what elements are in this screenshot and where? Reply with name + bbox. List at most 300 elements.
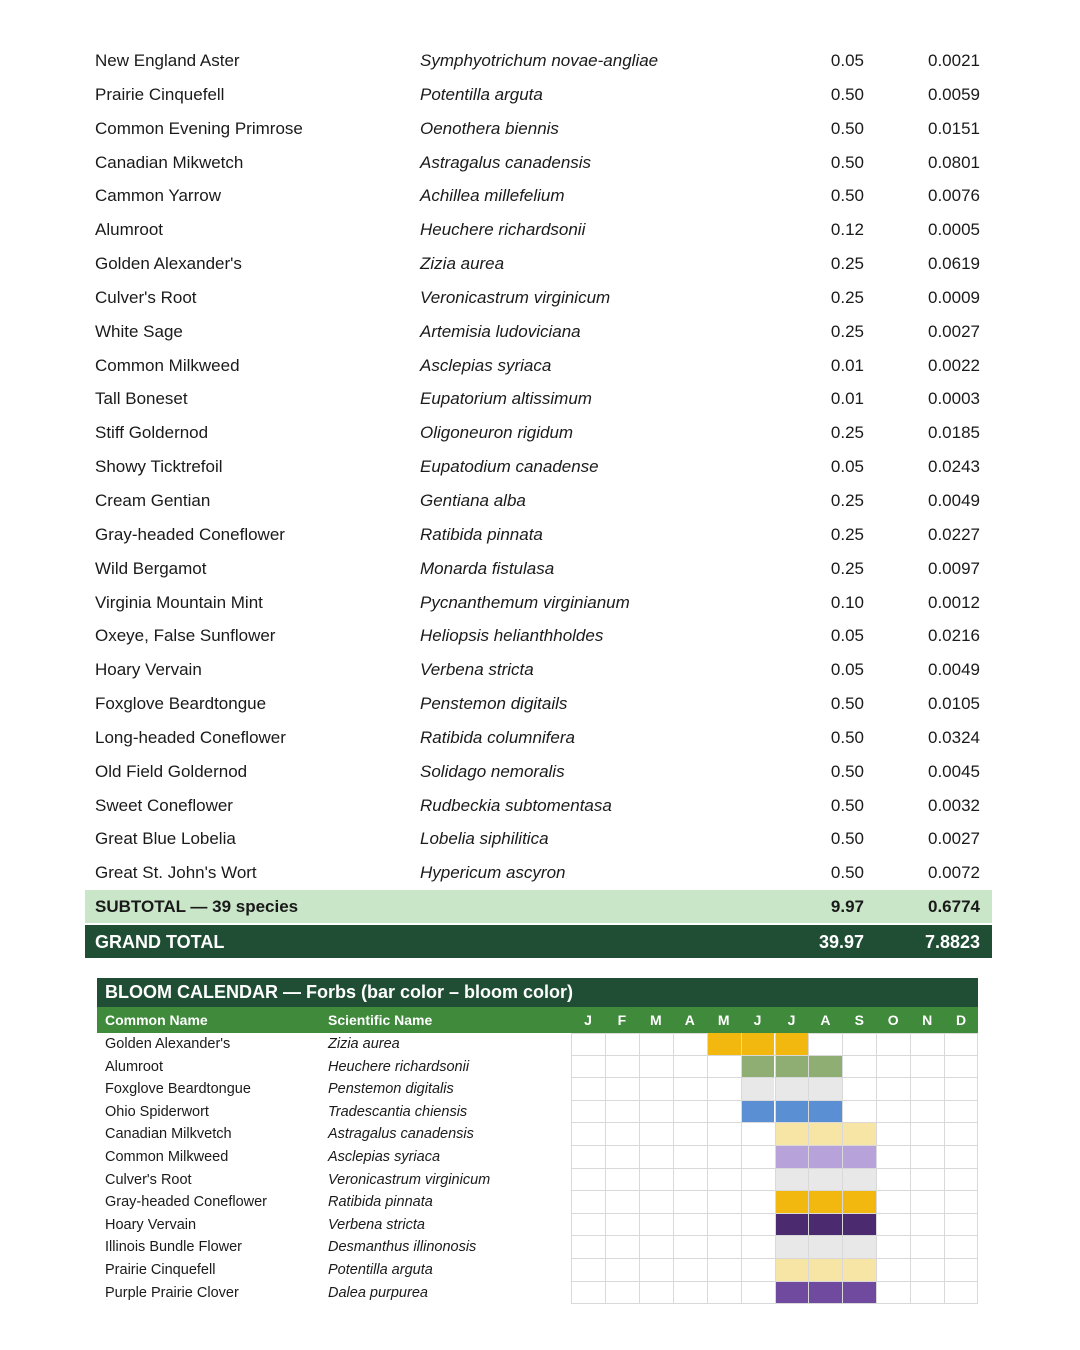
empty-month-cell (741, 1236, 775, 1258)
month-grid (571, 1214, 978, 1237)
common-name: Common Milkweed (105, 1148, 229, 1165)
calendar-row (97, 1078, 978, 1101)
subtotal-label: SUBTOTAL — 39 species (95, 897, 299, 916)
scientific-name: Heuchere richardsonii (328, 1058, 470, 1075)
scientific-name: Verbena stricta (420, 660, 534, 680)
empty-month-cell (571, 1259, 605, 1281)
rate-value: 0.50 (830, 694, 864, 714)
month-grid (571, 1123, 978, 1146)
table-row (85, 112, 992, 146)
empty-month-cell (571, 1282, 605, 1304)
per-unit-value: 0.0049 (928, 490, 980, 510)
empty-month-cell (571, 1146, 605, 1168)
per-unit-value: 0.0005 (928, 220, 980, 240)
empty-month-cell (639, 1123, 673, 1145)
month-label: D (956, 1012, 967, 1028)
common-name: Gray-headed Coneflower (95, 524, 285, 544)
empty-month-cell (944, 1078, 978, 1100)
empty-month-cell (944, 1033, 978, 1055)
common-name: Canadian Mikwetch (95, 152, 244, 172)
calendar-row (97, 1056, 978, 1079)
empty-month-cell (639, 1214, 673, 1236)
bloom-bar-cell (775, 1033, 809, 1055)
empty-month-cell (673, 1146, 707, 1168)
bloom-bar-cell (775, 1056, 809, 1078)
empty-month-cell (741, 1191, 775, 1213)
calendar-row (97, 1191, 978, 1214)
empty-month-cell (944, 1214, 978, 1236)
calendar-row (97, 1146, 978, 1169)
scientific-name: Penstemon digitalis (328, 1081, 454, 1098)
rate-value: 0.50 (830, 795, 864, 815)
table-row (85, 687, 992, 721)
rate-value: 0.01 (830, 389, 864, 409)
rate-value: 0.50 (830, 118, 864, 138)
empty-month-cell (944, 1259, 978, 1281)
empty-month-cell (944, 1101, 978, 1123)
empty-month-cell (605, 1078, 639, 1100)
common-name: Alumroot (95, 220, 164, 240)
common-name: Common Evening Primrose (95, 118, 303, 138)
empty-month-cell (876, 1191, 910, 1213)
empty-month-cell (910, 1123, 944, 1145)
table-row (85, 484, 992, 518)
empty-month-cell (707, 1056, 741, 1078)
empty-month-cell (673, 1191, 707, 1213)
scientific-name: Potentilla arguta (420, 84, 543, 104)
common-name: Hoary Vervain (95, 660, 202, 680)
common-name: Foxglove Beardtongue (105, 1081, 251, 1098)
scientific-name: Potentilla arguta (328, 1261, 433, 1278)
calendar-row (97, 1282, 978, 1305)
common-name: Golden Alexander's (95, 254, 242, 274)
scientific-name: Achillea millefelium (420, 186, 565, 206)
common-name: Long-headed Coneflower (95, 727, 286, 747)
common-name: Virginia Mountain Mint (95, 592, 263, 612)
bloom-bar-cell (775, 1123, 809, 1145)
grand-total-label: GRAND TOTAL (95, 932, 225, 952)
empty-month-cell (673, 1282, 707, 1304)
calendar-row (97, 1123, 978, 1146)
subtotal-row (85, 890, 992, 923)
month-grid (571, 1146, 978, 1169)
rate-value: 0.25 (830, 423, 864, 443)
empty-month-cell (944, 1282, 978, 1304)
month-grid (571, 1056, 978, 1079)
empty-month-cell (639, 1236, 673, 1258)
empty-month-cell (876, 1146, 910, 1168)
table-row (85, 281, 992, 315)
empty-month-cell (571, 1191, 605, 1213)
bloom-bar-cell (741, 1101, 775, 1123)
empty-month-cell (741, 1146, 775, 1168)
bloom-bar-cell (842, 1259, 876, 1281)
rate-value: 0.10 (830, 592, 864, 612)
common-name: Culver's Root (95, 287, 197, 307)
empty-month-cell (876, 1282, 910, 1304)
per-unit-value: 0.0072 (928, 863, 980, 883)
table-row (85, 78, 992, 112)
table-row (85, 382, 992, 416)
scientific-name: Veronicastrum virginicum (328, 1171, 491, 1188)
empty-month-cell (876, 1214, 910, 1236)
bloom-bar-cell (707, 1033, 741, 1055)
calendar-row (97, 1101, 978, 1124)
calendar-row (97, 1236, 978, 1259)
month-grid (571, 1169, 978, 1192)
bloom-calendar (97, 978, 978, 1304)
empty-month-cell (910, 1101, 944, 1123)
empty-month-cell (741, 1214, 775, 1236)
per-unit-value: 0.0003 (928, 389, 980, 409)
species-table (85, 44, 992, 890)
empty-month-cell (910, 1078, 944, 1100)
scientific-name: Verbena stricta (328, 1216, 425, 1233)
common-name: Cammon Yarrow (95, 186, 221, 206)
table-row (85, 856, 992, 890)
month-label: M (649, 1012, 662, 1028)
empty-month-cell (944, 1191, 978, 1213)
per-unit-value: 0.0059 (928, 84, 980, 104)
calendar-row (97, 1259, 978, 1282)
month-grid (571, 1033, 978, 1056)
rate-value: 0.25 (830, 287, 864, 307)
empty-month-cell (741, 1259, 775, 1281)
month-label: A (684, 1012, 695, 1028)
scientific-name: Lobelia siphilitica (420, 829, 549, 849)
scientific-name: Heuchere richardsonii (420, 220, 586, 240)
empty-month-cell (571, 1056, 605, 1078)
bloom-bar-cell (808, 1214, 842, 1236)
per-unit-value: 0.0801 (928, 152, 980, 172)
common-name: Wild Bergamot (95, 558, 207, 578)
empty-month-cell (842, 1056, 876, 1078)
table-row (85, 349, 992, 383)
bloom-bar-cell (808, 1282, 842, 1304)
empty-month-cell (639, 1282, 673, 1304)
table-row (85, 518, 992, 552)
bloom-bar-cell (775, 1078, 809, 1100)
empty-month-cell (639, 1146, 673, 1168)
table-row (85, 213, 992, 247)
empty-month-cell (876, 1236, 910, 1258)
common-name: Showy Ticktrefoil (95, 457, 223, 477)
empty-month-cell (707, 1146, 741, 1168)
rate-value: 0.05 (830, 51, 864, 70)
table-row (85, 44, 992, 78)
table-row (85, 789, 992, 823)
rate-value: 0.05 (830, 626, 864, 646)
scientific-name: Tradescantia chiensis (328, 1103, 468, 1120)
month-grid (571, 1078, 978, 1101)
empty-month-cell (876, 1033, 910, 1055)
bloom-bar-cell (842, 1236, 876, 1258)
rate-value: 0.05 (830, 457, 864, 477)
rate-value: 0.25 (830, 524, 864, 544)
per-unit-value: 0.0105 (928, 694, 980, 714)
common-name: Golden Alexander's (105, 1036, 231, 1052)
empty-month-cell (571, 1214, 605, 1236)
common-name: New England Aster (95, 51, 240, 70)
scientific-name: Artemisia ludoviciana (420, 321, 581, 341)
grand-total-row (85, 925, 992, 958)
scientific-name: Oligoneuron rigidum (420, 423, 574, 443)
scientific-name: Veronicastrum virginicum (420, 287, 611, 307)
table-row (85, 552, 992, 586)
empty-month-cell (639, 1259, 673, 1281)
per-unit-value: 0.0021 (928, 51, 980, 70)
common-name: Old Field Goldernod (95, 761, 248, 781)
rate-value: 0.25 (830, 490, 864, 510)
bloom-bar-cell (808, 1101, 842, 1123)
subtotal-rate: 9.97 (830, 897, 864, 916)
month-label: F (617, 1012, 627, 1028)
scientific-name: Ratibida pinnata (420, 524, 543, 544)
empty-month-cell (673, 1101, 707, 1123)
empty-month-cell (605, 1123, 639, 1145)
per-unit-value: 0.0216 (928, 626, 980, 646)
empty-month-cell (944, 1236, 978, 1258)
month-grid (571, 1259, 978, 1282)
empty-month-cell (707, 1282, 741, 1304)
empty-month-cell (741, 1169, 775, 1191)
common-name: Gray-headed Coneflower (105, 1194, 268, 1211)
empty-month-cell (707, 1259, 741, 1281)
scientific-name: Ratibida columnifera (420, 727, 575, 747)
empty-month-cell (605, 1214, 639, 1236)
per-unit-value: 0.0032 (928, 795, 980, 815)
empty-month-cell (639, 1101, 673, 1123)
month-label: J (787, 1012, 796, 1028)
empty-month-cell (605, 1101, 639, 1123)
common-name: Stiff Goldernod (95, 423, 209, 443)
empty-month-cell (673, 1236, 707, 1258)
empty-month-cell (876, 1101, 910, 1123)
empty-month-cell (910, 1282, 944, 1304)
empty-month-cell (808, 1033, 842, 1055)
common-name: Cream Gentian (95, 490, 211, 510)
common-name: Common Milkweed (95, 355, 240, 375)
bloom-bar-cell (775, 1169, 809, 1191)
rate-value: 0.50 (830, 727, 864, 747)
empty-month-cell (876, 1078, 910, 1100)
common-name: Prairie Cinquefell (105, 1261, 216, 1278)
empty-month-cell (707, 1191, 741, 1213)
empty-month-cell (944, 1056, 978, 1078)
empty-month-cell (571, 1033, 605, 1055)
bloom-bar-cell (842, 1214, 876, 1236)
scientific-name: Rudbeckia subtomentasa (420, 795, 612, 815)
calendar-row (97, 1033, 978, 1056)
bloom-bar-cell (808, 1056, 842, 1078)
per-unit-value: 0.0097 (928, 558, 980, 578)
empty-month-cell (605, 1282, 639, 1304)
empty-month-cell (910, 1169, 944, 1191)
empty-month-cell (571, 1123, 605, 1145)
rate-value: 0.50 (830, 863, 864, 883)
bloom-bar-cell (741, 1033, 775, 1055)
per-unit-value: 0.0009 (928, 287, 980, 307)
common-name: Foxglove Beardtongue (95, 694, 267, 714)
empty-month-cell (571, 1078, 605, 1100)
scientific-name: Asclepias syriaca (420, 355, 552, 375)
grand-total-rate: 39.97 (818, 932, 864, 952)
empty-month-cell (910, 1056, 944, 1078)
empty-month-cell (673, 1056, 707, 1078)
header-common-name: Common Name (105, 1012, 208, 1028)
bloom-bar-cell (775, 1236, 809, 1258)
common-name: Great Blue Lobelia (95, 829, 236, 849)
bloom-bar-cell (842, 1123, 876, 1145)
empty-month-cell (876, 1169, 910, 1191)
scientific-name: Penstemon digitails (420, 694, 568, 714)
scientific-name: Pycnanthemum virginianum (420, 592, 630, 612)
scientific-name: Astragalus canadensis (328, 1126, 474, 1143)
per-unit-value: 0.0012 (928, 592, 980, 612)
per-unit-value: 0.0185 (928, 423, 980, 443)
empty-month-cell (707, 1214, 741, 1236)
bloom-bar-cell (808, 1146, 842, 1168)
empty-month-cell (842, 1101, 876, 1123)
scientific-name: Dalea purpurea (328, 1284, 428, 1301)
common-name: White Sage (95, 321, 183, 341)
rate-value: 0.25 (830, 321, 864, 341)
scientific-name: Gentiana alba (420, 490, 526, 510)
common-name: Culver's Root (105, 1171, 192, 1188)
common-name: Illinois Bundle Flower (105, 1239, 243, 1256)
empty-month-cell (673, 1214, 707, 1236)
empty-month-cell (944, 1123, 978, 1145)
common-name: Purple Prairie Clover (105, 1284, 239, 1301)
common-name: Great St. John's Wort (95, 863, 257, 883)
table-row (85, 146, 992, 180)
bloom-bar-cell (808, 1259, 842, 1281)
month-label: J (753, 1012, 762, 1028)
grand-total-value: 7.8823 (924, 932, 980, 952)
common-name: Alumroot (105, 1058, 164, 1075)
bloom-bar-cell (775, 1259, 809, 1281)
table-row (85, 619, 992, 653)
scientific-name: Eupatorium altissimum (420, 389, 592, 409)
rate-value: 0.50 (830, 152, 864, 172)
empty-month-cell (605, 1259, 639, 1281)
bloom-bar-cell (741, 1056, 775, 1078)
table-row (85, 721, 992, 755)
table-row (85, 247, 992, 281)
bloom-bar-cell (775, 1282, 809, 1304)
scientific-name: Oenothera biennis (420, 118, 559, 138)
table-row (85, 653, 992, 687)
month-label: A (820, 1012, 831, 1028)
bloom-bar-cell (808, 1236, 842, 1258)
empty-month-cell (605, 1146, 639, 1168)
table-row (85, 315, 992, 349)
empty-month-cell (707, 1236, 741, 1258)
common-name: Canadian Milkvetch (105, 1126, 232, 1143)
table-row (85, 179, 992, 213)
bloom-bar-cell (775, 1146, 809, 1168)
empty-month-cell (910, 1214, 944, 1236)
empty-month-cell (707, 1123, 741, 1145)
rate-value: 0.25 (830, 254, 864, 274)
common-name: Tall Boneset (95, 389, 188, 409)
common-name: Prairie Cinquefell (95, 84, 225, 104)
empty-month-cell (605, 1169, 639, 1191)
bloom-calendar-title: BLOOM CALENDAR — Forbs (bar color – bloom color) (97, 978, 978, 1007)
rate-value: 0.05 (830, 660, 864, 680)
calendar-row (97, 1214, 978, 1237)
empty-month-cell (910, 1259, 944, 1281)
empty-month-cell (571, 1101, 605, 1123)
scientific-name: Ratibida pinnata (328, 1194, 433, 1211)
empty-month-cell (707, 1078, 741, 1100)
rate-value: 0.50 (830, 829, 864, 849)
per-unit-value: 0.0022 (928, 355, 980, 375)
bloom-bar-cell (842, 1146, 876, 1168)
rate-value: 0.50 (830, 186, 864, 206)
month-grid (571, 1282, 978, 1305)
empty-month-cell (910, 1146, 944, 1168)
bloom-bar-cell (842, 1191, 876, 1213)
rate-value: 0.12 (830, 220, 864, 240)
empty-month-cell (639, 1169, 673, 1191)
empty-month-cell (673, 1078, 707, 1100)
per-unit-value: 0.0243 (928, 457, 980, 477)
subtotal-value: 0.6774 (928, 897, 980, 916)
per-unit-value: 0.0049 (928, 660, 980, 680)
scientific-name: Zizia aurea (328, 1036, 400, 1052)
scientific-name: Solidago nemoralis (420, 761, 565, 781)
empty-month-cell (944, 1146, 978, 1168)
scientific-name: Symphyotrichum novae-angliae (420, 51, 659, 70)
scientific-name: Eupatodium canadense (420, 457, 599, 477)
table-row (85, 822, 992, 856)
scientific-name: Heliopsis helianthholdes (420, 626, 604, 646)
empty-month-cell (605, 1236, 639, 1258)
empty-month-cell (639, 1191, 673, 1213)
table-row (85, 755, 992, 789)
empty-month-cell (876, 1259, 910, 1281)
scientific-name: Monarda fistulasa (420, 558, 555, 578)
bloom-bar-cell (808, 1078, 842, 1100)
month-grid (571, 1191, 978, 1214)
per-unit-value: 0.0027 (928, 321, 980, 341)
bloom-bar-cell (808, 1169, 842, 1191)
scientific-name: Hypericum ascyron (420, 863, 566, 883)
bloom-calendar-header (97, 1007, 978, 1033)
common-name: Oxeye, False Sunflower (95, 626, 276, 646)
scientific-name: Zizia aurea (420, 254, 505, 274)
bloom-bar-cell (741, 1078, 775, 1100)
month-grid (571, 1236, 978, 1259)
header-scientific-name: Scientific Name (328, 1012, 433, 1028)
per-unit-value: 0.0619 (928, 254, 980, 274)
empty-month-cell (944, 1169, 978, 1191)
month-label: M (717, 1012, 730, 1028)
empty-month-cell (605, 1033, 639, 1055)
scientific-name: Astragalus canadensis (420, 152, 592, 172)
bloom-bar-cell (808, 1123, 842, 1145)
rate-value: 0.50 (830, 761, 864, 781)
bloom-calendar-body (97, 1033, 978, 1304)
empty-month-cell (571, 1169, 605, 1191)
calendar-row (97, 1169, 978, 1192)
rate-value: 0.50 (830, 84, 864, 104)
bloom-bar-cell (775, 1101, 809, 1123)
empty-month-cell (639, 1078, 673, 1100)
empty-month-cell (876, 1056, 910, 1078)
empty-month-cell (673, 1123, 707, 1145)
